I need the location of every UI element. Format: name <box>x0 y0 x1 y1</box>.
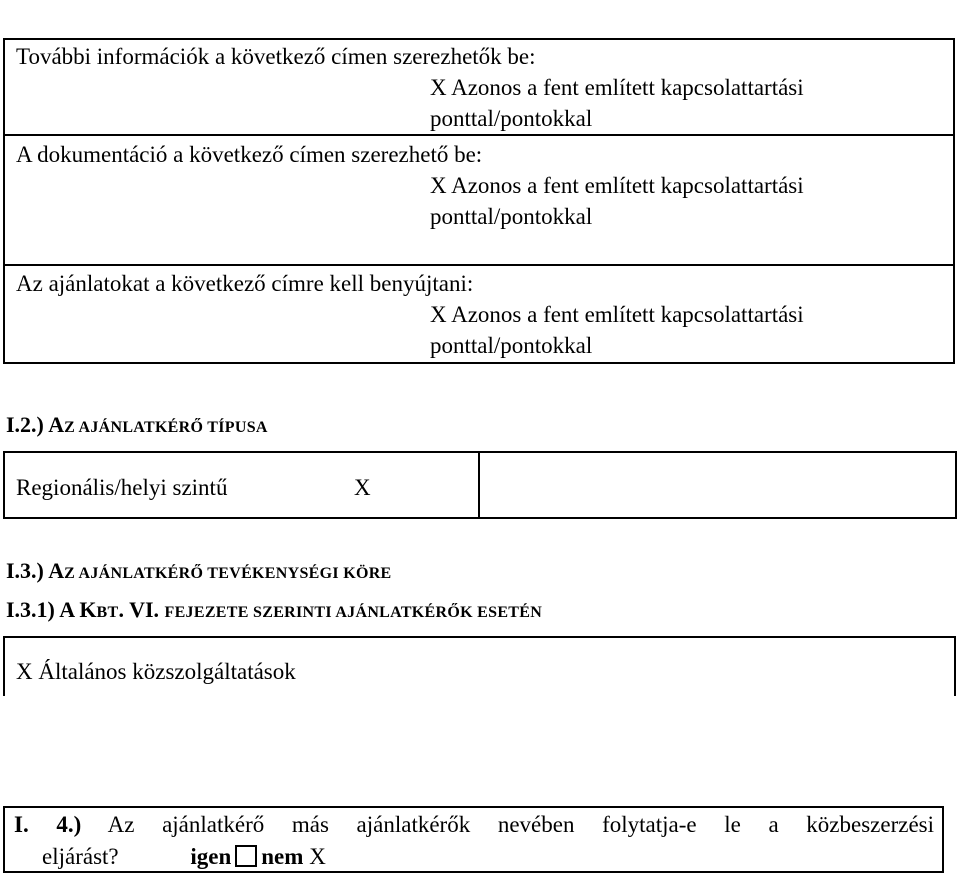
heading-k: K <box>79 597 97 622</box>
question-text: Az ajánlatkérő más ajánlatkérők nevében folytatja-e le a közbeszerzési <box>107 812 934 837</box>
activity-box-left <box>3 636 5 696</box>
answer-no-mark: X <box>309 844 326 869</box>
submission-address-value-cont: ponttal/pontokkal <box>430 333 593 358</box>
heading-number: I.3.) <box>6 558 44 583</box>
activity-box-right <box>954 636 956 696</box>
heading-activity-by-chapter <box>6 597 542 626</box>
answer-no-label: nem <box>261 844 304 869</box>
heading-number: I.2.) <box>6 412 44 437</box>
documentation-address-label: A dokumentáció a következő címen szerezhető be: <box>16 142 483 167</box>
heading-activity <box>6 558 392 587</box>
answer-yes-checkbox[interactable] <box>235 845 257 867</box>
heading-chapter: VI. <box>129 597 160 622</box>
authority-type-divider <box>478 451 480 519</box>
submission-address-value: X Azonos a fent említett kapcsolattartási <box>430 302 804 327</box>
documentation-address-value: X Azonos a fent említett kapcsolattartási <box>430 173 804 198</box>
section-divider <box>3 264 955 266</box>
section-divider <box>3 134 955 136</box>
heading-text: Z AJÁNLATKÉRŐ TÍPUSA <box>64 419 268 436</box>
activity-box-top <box>3 636 956 638</box>
info-address-label: További információk a következő címen szerezhetők be: <box>16 44 536 69</box>
activity-value: X Általános közszolgáltatások <box>16 659 296 684</box>
heading-a: A <box>59 597 74 622</box>
question-text-cont: eljárást? <box>42 844 119 869</box>
heading-initial: A <box>48 558 65 583</box>
question-number: I. 4.) <box>14 812 82 837</box>
heading-initial: A <box>48 412 65 437</box>
heading-number: I.3.1) <box>6 597 55 622</box>
heading-text: Z AJÁNLATKÉRŐ TEVÉKENYSÉGI KÖRE <box>64 565 392 582</box>
authority-type-label: Regionális/helyi szintű <box>16 475 228 500</box>
authority-type-mark: X <box>354 475 371 500</box>
heading-bt: BT <box>96 604 119 621</box>
info-address-value: X Azonos a fent említett kapcsolattartási <box>430 75 804 100</box>
heading-contracting-authority-type <box>6 412 268 441</box>
heading-text: FEJEZETE SZERINTI AJÁNLATKÉRŐK ESETÉN <box>164 604 543 621</box>
heading-dot: . <box>118 597 124 622</box>
submission-address-label: Az ajánlatokat a következő címre kell benyújtani: <box>16 271 474 296</box>
info-address-value-cont: ponttal/pontokkal <box>430 106 593 131</box>
question-line2 <box>42 841 326 872</box>
question-line1 <box>14 810 934 840</box>
documentation-address-value-cont: ponttal/pontokkal <box>430 204 593 229</box>
answer-yes-label: igen <box>190 844 232 869</box>
